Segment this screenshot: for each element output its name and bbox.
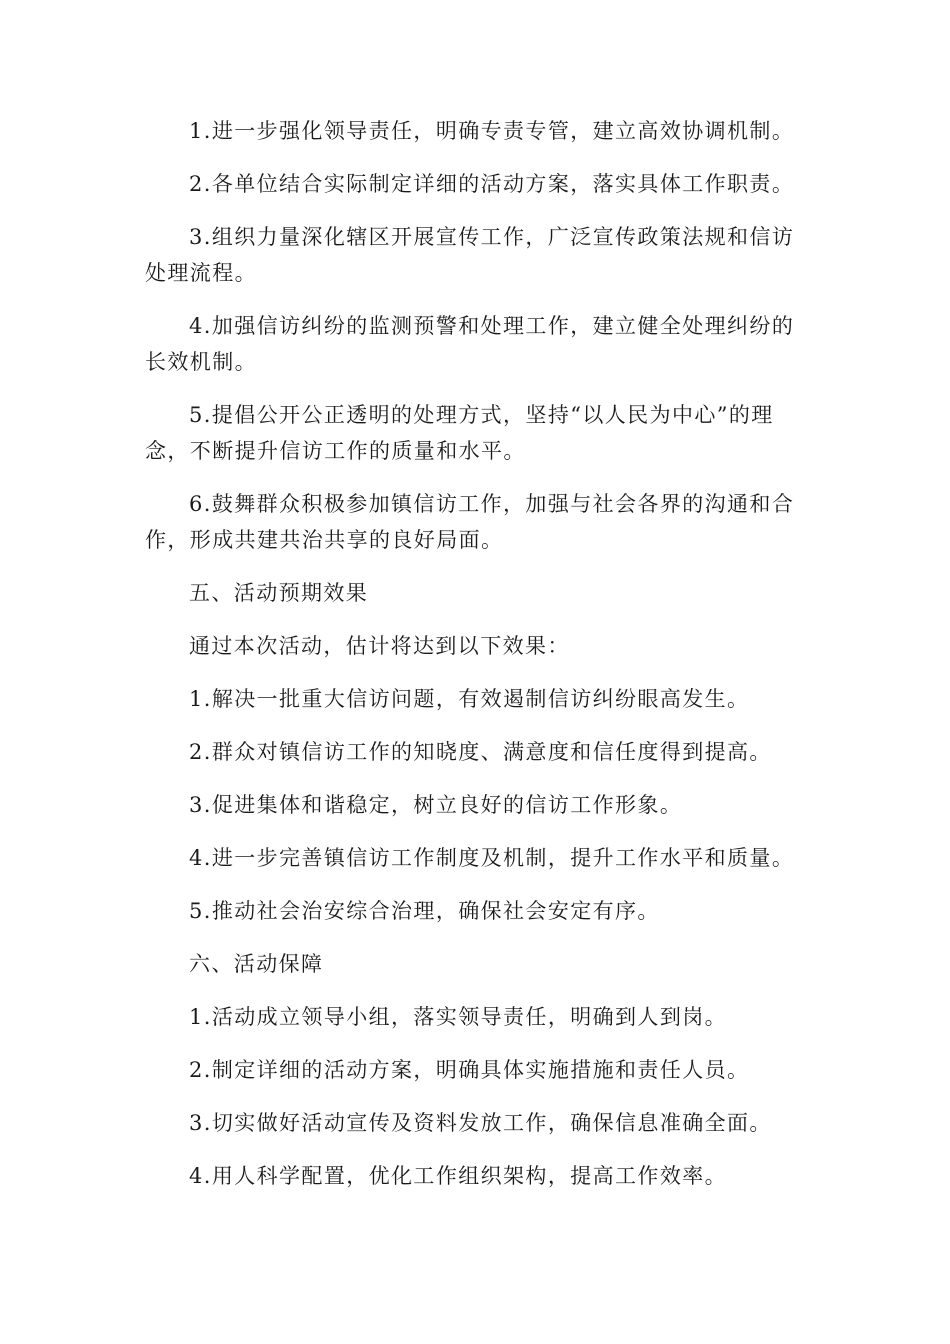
list-item: 4.进一步完善镇信访工作制度及机制，提升工作水平和质量。 <box>189 846 795 870</box>
list-item: 1.活动成立领导小组，落实领导责任，明确到人到岗。 <box>189 1005 728 1029</box>
intro-paragraph: 通过本次活动，估计将达到以下效果： <box>189 634 570 658</box>
list-item: 3.切实做好活动宣传及资料发放工作，确保信息准确全面。 <box>189 1111 772 1135</box>
document-body <box>145 113 797 1211</box>
list-item: 2.制定详细的活动方案，明确具体实施措施和责任人员。 <box>189 1058 750 1082</box>
list-item: 5.提倡公开公正透明的处理方式，坚持“以人民为中心”的理念，不断提升信访工作的质量和水平。 <box>145 403 774 463</box>
list-item: 3.组织力量深化辖区开展宣传工作，广泛宣传政策法规和信访处理流程。 <box>145 225 795 285</box>
list-item: 1.解决一批重大信访问题，有效遏制信访纠纷眼高发生。 <box>189 687 750 711</box>
list-item: 2.各单位结合实际制定详细的活动方案，落实具体工作职责。 <box>189 172 795 196</box>
list-item: 1.进一步强化领导责任，明确专责专管，建立高效协调机制。 <box>189 119 795 143</box>
list-item: 4.加强信访纠纷的监测预警和处理工作，建立健全处理纠纷的长效机制。 <box>145 314 795 374</box>
section-heading: 六、活动保障 <box>189 952 324 976</box>
list-item: 3.促进集体和谐稳定，树立良好的信访工作形象。 <box>189 793 683 817</box>
list-item: 2.群众对镇信访工作的知晓度、满意度和信任度得到提高。 <box>189 740 772 764</box>
section-heading: 五、活动预期效果 <box>189 581 369 605</box>
list-item: 6.鼓舞群众积极参加镇信访工作，加强与社会各界的沟通和合作，形成共建共治共享的良好局面。 <box>145 492 795 552</box>
list-item: 5.推动社会治安综合治理，确保社会安定有序。 <box>189 899 660 923</box>
list-item: 4.用人科学配置，优化工作组织架构，提高工作效率。 <box>189 1164 728 1188</box>
